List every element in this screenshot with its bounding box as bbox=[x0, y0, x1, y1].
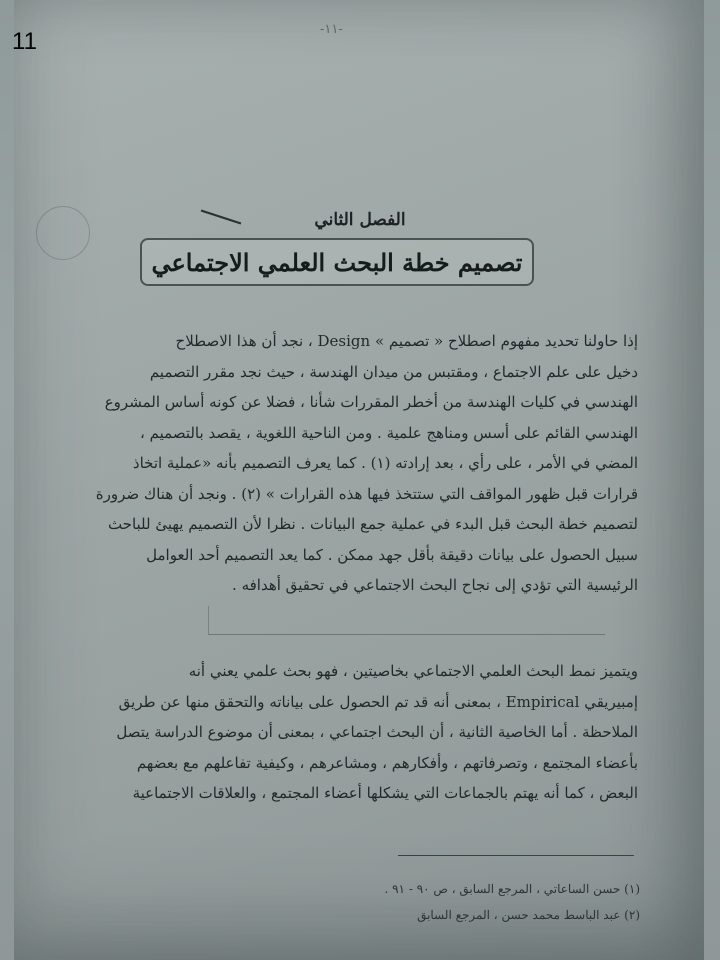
pencil-underline bbox=[208, 606, 605, 635]
footnotes bbox=[100, 876, 640, 928]
text-line: سبيل الحصول على بيانات دقيقة بأقل جهد ممكن . كما يعد التصميم أحد العوامل bbox=[146, 545, 638, 564]
paragraph-2 bbox=[58, 656, 638, 809]
text-line: قرارات قبل ظهور المواقف التي ستتخذ فيها هذه القرارات » (٢) . ونجد أن هناك ضرورة bbox=[95, 484, 638, 503]
text-line: الهندسي في كليات الهندسة من أخطر المقررات شأنا ، فضلا عن كونه أساس المشروع bbox=[104, 393, 638, 411]
chapter-title: تصميم خطة البحث العلمي الاجتماعي bbox=[151, 247, 523, 277]
text-line: ويتميز نمط البحث العلمي الاجتماعي بخاصيتين ، فهو بحث علمي يعني أنه bbox=[188, 662, 638, 680]
footnote-1: (١) حسن الساعاتي ، المرجع السابق ، ص ٩٠ - ٩١ . bbox=[384, 882, 640, 896]
text-line: إمبيريقي Empirical ، بمعنى أنه قد تم الحصول على بياناته والتحقق منها عن طريق bbox=[118, 692, 638, 711]
text-line: لتصميم خطة البحث قبل البدء في عملية جمع البيانات . نظرا لأن التصميم يهيئ للباحث bbox=[107, 515, 638, 533]
text-line: الملاحظة . أما الخاصية الثانية ، أن البحث اجتماعي ، بمعنى أن موضوع الدراسة يتصل bbox=[116, 723, 638, 741]
paragraph-1 bbox=[58, 326, 638, 601]
text-line: دخيل على علم الاجتماع ، ومقتبس من ميدان الهندسة ، حيث نجد مقرر التصميم bbox=[149, 362, 638, 381]
page-number: -١١- bbox=[320, 22, 343, 37]
text-line: البعض ، كما أنه يهتم بالجماعات التي يشكلها أعضاء المجتمع ، والعلاقات الاجتماعية bbox=[132, 784, 638, 802]
chapter-heading: الفصل الثاني bbox=[314, 210, 406, 230]
text-line: المضي في الأمر ، على رأي ، بعد إرادته (١) . كما يعرف التصميم بأنه «عملية اتخاذ bbox=[132, 454, 638, 472]
text-line: الرئيسية التي تؤدي إلى نجاح البحث الاجتماعي في تحقيق أهدافه . bbox=[232, 576, 638, 594]
chapter-title-box bbox=[140, 238, 534, 286]
photo-number-label: 11 bbox=[12, 28, 37, 55]
text-line: إذا حاولنا تحديد مفهوم اصطلاح « تصميم » Design ، نجد أن هذا الاصطلاح bbox=[175, 332, 638, 350]
footnote-divider bbox=[398, 855, 634, 856]
text-line: الهندسي القائم على أسس ومناهج علمية . ومن الناحية اللغوية ، يقصد بالتصميم ، bbox=[140, 423, 638, 442]
text-line: بأعضاء المجتمع ، وتصرفاتهم ، وأفكارهم ، ومشاعرهم ، وكيفية تفاعلهم مع بعضهم bbox=[136, 753, 638, 772]
footnote-2: (٢) عبد الباسط محمد حسن ، المرجع السابق bbox=[417, 908, 640, 922]
